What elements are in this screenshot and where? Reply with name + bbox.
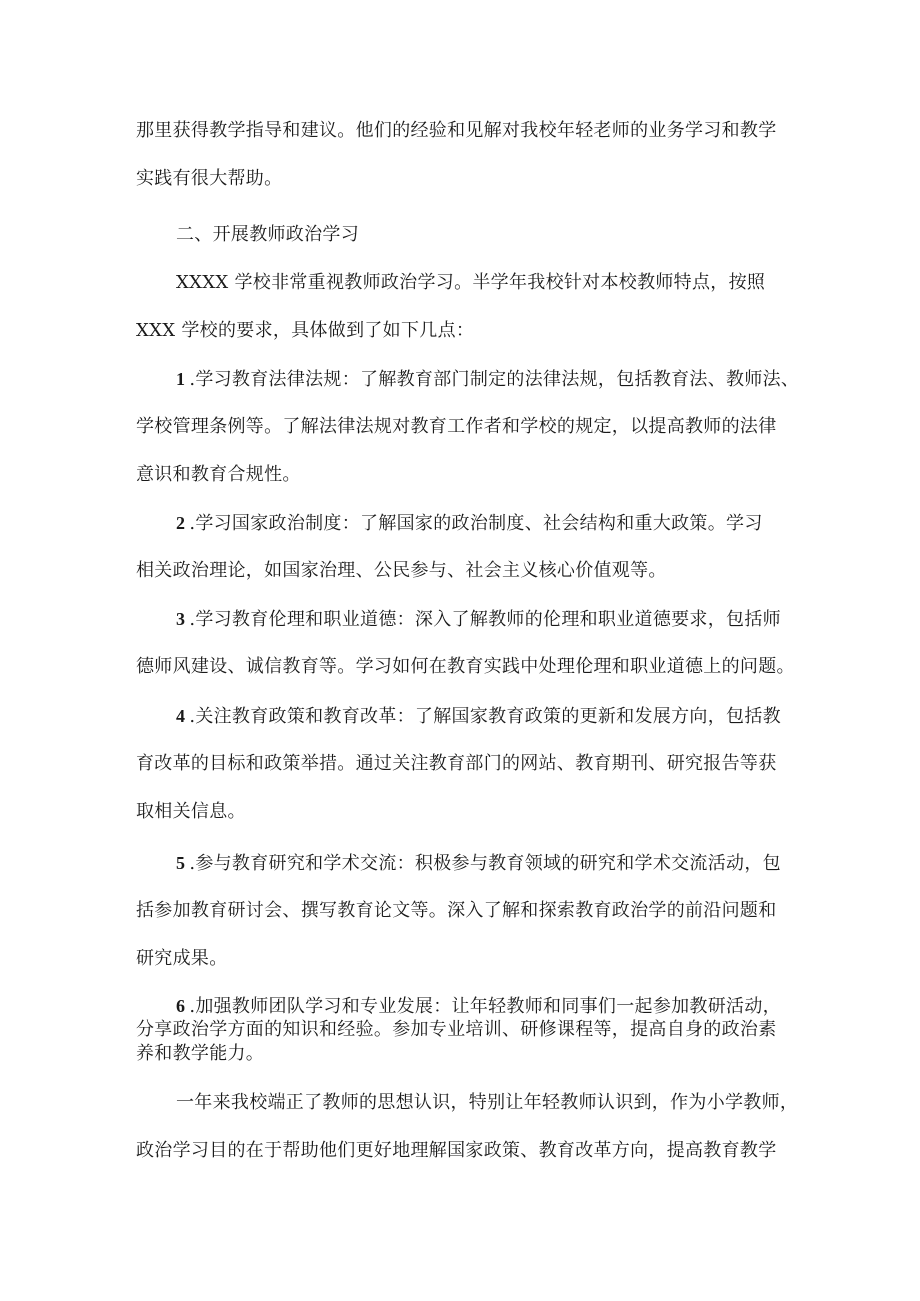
- item-number: 1: [176, 369, 186, 389]
- item-number: 3: [176, 609, 186, 629]
- text-line: 政治学习目的在于帮助他们更好地理解国家政策、教育改革方向，提高教育教学: [136, 1140, 777, 1161]
- text-line: 分享政治学方面的知识和经验。参加专业培训、研修课程等，提高自身的政治素: [136, 1019, 777, 1040]
- list-item-3: 3 .学习教育伦理和职业道德：深入了解教师的伦理和职业道德要求，包括师 德师风建设、诚信教育等。学习如何在教育实践中处理伦理和职业道德上的问题。: [136, 606, 796, 680]
- text-line: 实践有很大帮助。: [136, 168, 283, 189]
- list-item-6: 6 .加强教师团队学习和专业发展：让年轻教师和同事们一起参加教研活动， 分享政治学方面的知识和经验。参加专业培训、研修课程等，提高自身的政治素 养和教学能力。: [136, 994, 796, 1066]
- paragraph-intro: [136, 118, 796, 192]
- text-line: 德师风建设、诚信教育等。学习如何在教育实践中处理伦理和职业道德上的问题。: [136, 656, 795, 677]
- text-line: 意识和教育合规性。: [136, 464, 301, 485]
- paragraph-summary: [136, 1090, 799, 1164]
- list-item-1: 1 .学习教育法律法规：了解教育部门制定的法律法规，包括教育法、教师法、 学校管理条例等。了解法律法规对教育工作者和学校的规定，以提高教师的法律 意识和教育合规性。: [136, 366, 796, 488]
- text-line: 括参加教育研讨会、撰写教育论文等。深入了解和探索教育政治学的前沿问题和: [136, 900, 777, 921]
- text-line: 学校管理条例等。了解法律法规对教育工作者和学校的规定，以提高教师的法律: [136, 416, 777, 437]
- item-number: 2: [176, 513, 186, 533]
- section-heading: 二、开展教师政治学习: [176, 224, 359, 245]
- text-line: 相关政治理论，如国家治理、公民参与、社会主义核心价值观等。: [136, 560, 667, 581]
- item-number: 5: [176, 853, 186, 873]
- text-line: XXXX 学校非常重视教师政治学习。半学年我校针对本校教师特点，按照: [176, 272, 766, 293]
- item-number: 4: [176, 706, 186, 726]
- list-item-2: 2 .学习国家政治制度：了解国家的政治制度、社会结构和重大政策。学习 相关政治理论，如国家治理、公民参与、社会主义核心价值观等。: [136, 510, 796, 584]
- text-line: 研究成果。: [136, 948, 228, 969]
- item-number: 6: [176, 996, 186, 1016]
- text-line: XXX 学校的要求，具体做到了如下几点：: [136, 320, 475, 341]
- paragraph-school: [136, 270, 796, 344]
- list-item-4: 4 .关注教育政策和教育改革：了解国家教育政策的更新和发展方向，包括教 育改革的目标和政策举措。通过关注教育部门的网站、教育期刊、研究报告等获 取相关信息。: [136, 703, 796, 825]
- text-line: 一年来我校端正了教师的思想认识，特别让年轻教师认识到，作为小学教师，: [176, 1092, 799, 1113]
- text-line: 育改革的目标和政策举措。通过关注教育部门的网站、教育期刊、研究报告等获: [136, 753, 777, 774]
- text-line: 那里获得教学指导和建议。他们的经验和见解对我校年轻老师的业务学习和教学: [136, 120, 777, 141]
- text-line: 养和教学能力。: [136, 1043, 265, 1064]
- list-item-5: 5 .参与教育研究和学术交流：积极参与教育领域的研究和学术交流活动，包 括参加教育研讨会、撰写教育论文等。深入了解和探索教育政治学的前沿问题和 研究成果。: [136, 850, 796, 972]
- text-line: 取相关信息。: [136, 801, 246, 822]
